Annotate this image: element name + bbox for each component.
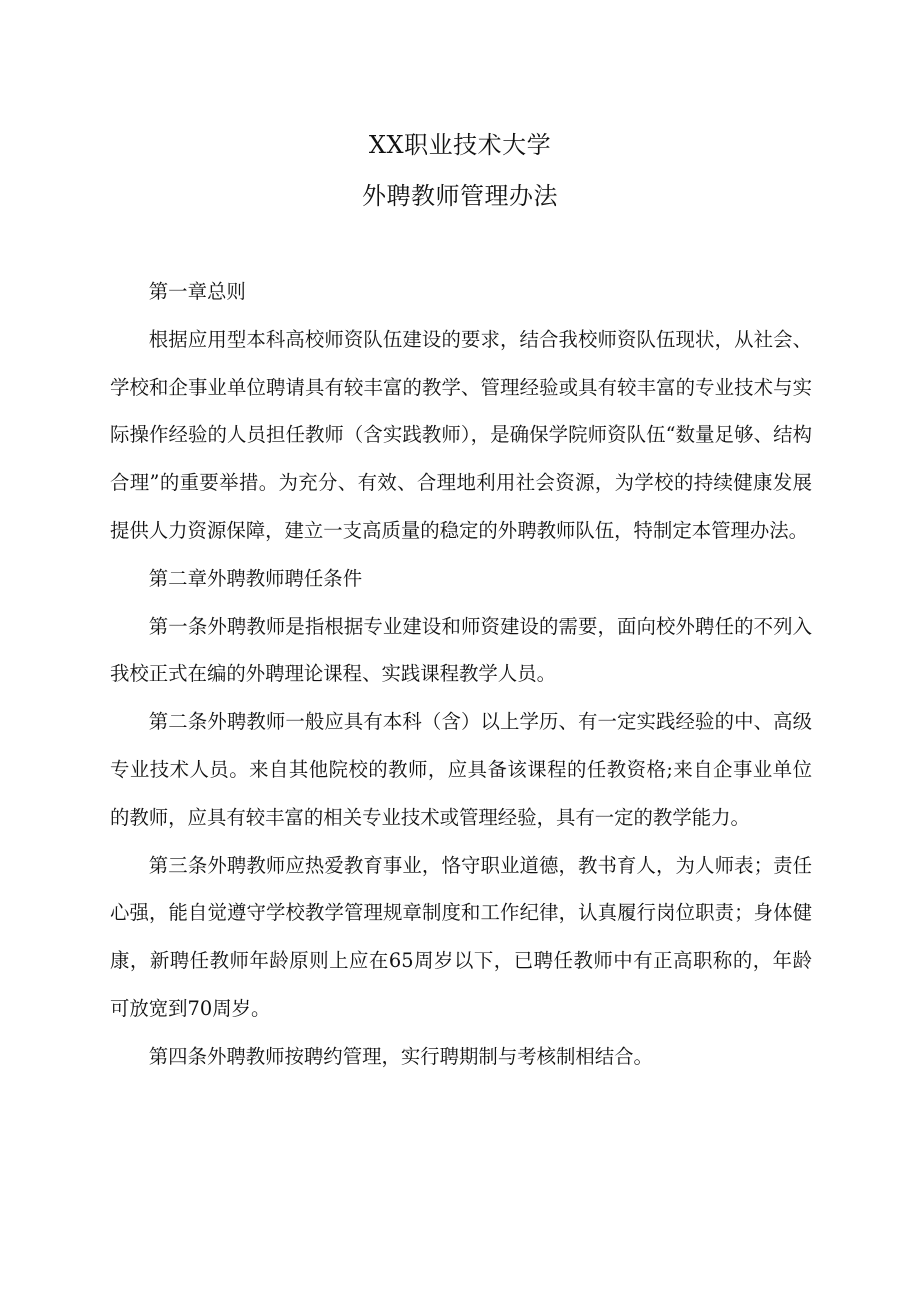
- chapter-heading-2: 第二章外聘教师聘任条件: [148, 566, 363, 590]
- article-1: 第一条外聘教师是指根据专业建设和师资建设的需要，面向校外聘任的不列入我校正式在编的外聘理论课程、实践课程教学人员。: [110, 614, 812, 686]
- article-3: 第三条外聘教师应热爱教育事业，恪守职业道德，教书育人，为人师表；责任心强，能自觉遵守学校教学管理规章制度和工作纪律，认真履行岗位职责；身体健康，新聘任教师年龄原则上应在65周岁以下，已聘任教师中有正高职称的，年龄可放宽到70周岁。: [110, 853, 812, 1020]
- document-title-line1: XX职业技术大学: [368, 131, 552, 159]
- article-2: 第二条外聘教师一般应具有本科（含）以上学历、有一定实践经验的中、高级专业技术人员。来自其他院校的教师，应具备该课程的任教资格;来自企事业单位的教师，应具有较丰富的相关专业技术或管理经验，具有一定的教学能力。: [110, 710, 812, 829]
- document-title-line2: 外聘教师管理办法: [362, 182, 558, 210]
- document-body: [110, 268, 812, 1081]
- chapter-heading-1: 第一章总则: [148, 280, 246, 303]
- article-4: 第四条外聘教师按聘约管理，实行聘期制与考核制相结合。: [148, 1044, 653, 1068]
- paragraph-intro: 根据应用型本科高校师资队伍建设的要求，结合我校师资队伍现状，从社会、学校和企事业单位聘请具有较丰富的教学、管理经验或具有较丰富的专业技术与实际操作经验的人员担任教师（含实践教师），是确保学院师资队伍“数量足够、结构合理”的重要举措。为充分、有效、合理地利用社会资源，为学校的持续健康发展提供人力资源保障，建立一支高质量的稳定的外聘教师队伍，特制定本管理办法。: [110, 327, 812, 542]
